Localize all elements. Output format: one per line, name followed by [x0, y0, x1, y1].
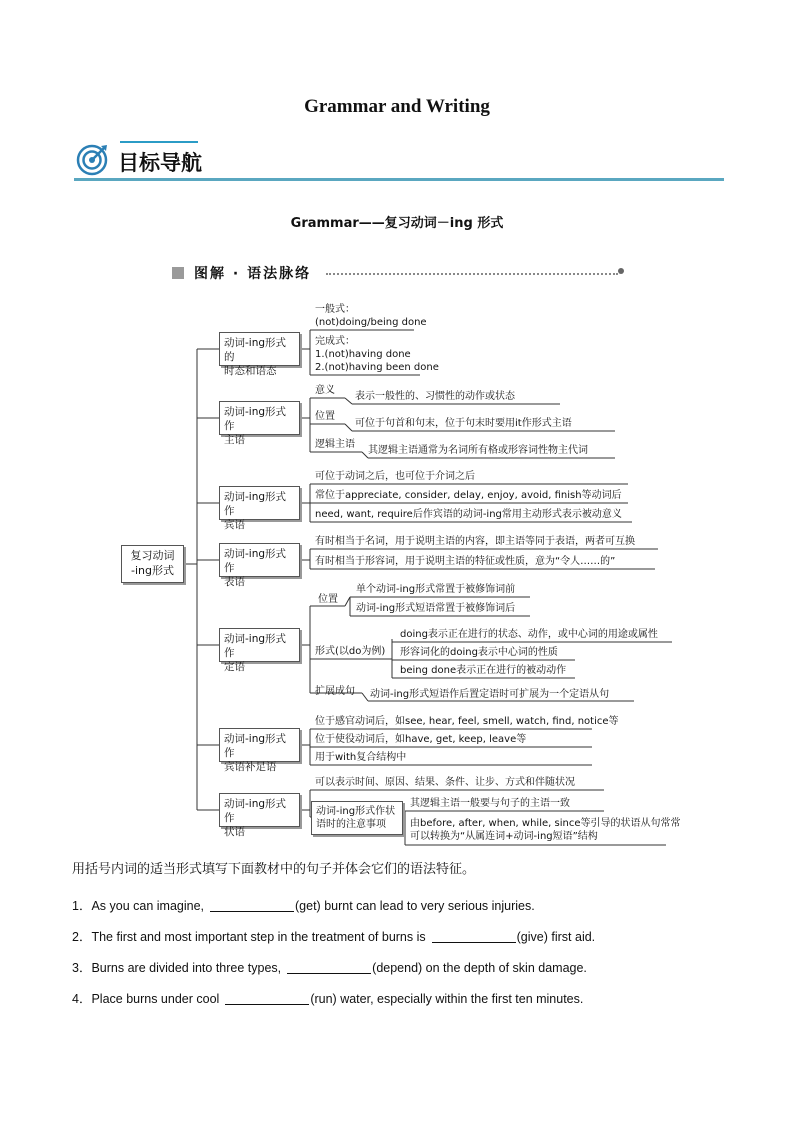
exercise-1: [72, 896, 535, 914]
branch-subject: 动词-ing形式作 主语: [219, 401, 300, 435]
subject-key-logical: 逻辑主语: [315, 439, 355, 450]
subject-logical-text: 其逻辑主语通常为名词所有格或形容词性物主代词: [368, 445, 588, 456]
complement-item-1: 位于感官动词后，如see, hear, feel, smell, watch, find, notice等: [315, 716, 619, 727]
exercise-number: 4．: [72, 992, 92, 1006]
object-item-3: need, want, require后作宾语的动词-ing常用主动形式表示被动意义: [315, 509, 622, 520]
branch-tense-voice: 动词-ing形式的 时态和语态: [219, 332, 300, 366]
answer-blank[interactable]: [225, 1004, 309, 1005]
adverbial-note-1: 其逻辑主语一般要与句子的主语一致: [410, 798, 570, 809]
complement-item-2: 位于使役动词后，如have, get, keep, leave等: [315, 734, 527, 745]
attributive-position-1: 单个动词-ing形式常置于被修饰词前: [356, 584, 516, 595]
exercise-hint: (run): [310, 992, 337, 1006]
exercise-hint: (give): [516, 930, 548, 944]
attributive-key-form: 形式(以do为例): [315, 646, 386, 657]
instruction: 用括号内词的适当形式填写下面教材中的句子并体会它们的语法特征。: [72, 862, 476, 877]
branch-object: 动词-ing形式作 宾语: [219, 486, 300, 520]
page-title: Grammar and Writing: [304, 96, 490, 117]
root-line-2: -ing形式: [131, 564, 174, 577]
attributive-position-2: 动词-ing形式短语常置于被修饰词后: [356, 603, 516, 614]
answer-blank[interactable]: [210, 911, 294, 912]
section-header: 目标导航: [118, 151, 202, 175]
tense-perfect-form-1: 1.(not)having done: [315, 349, 411, 360]
exercise-hint: (get): [295, 899, 321, 913]
adverbial-note-2b: 可以转换为“从属连词+动词-ing短语”结构: [410, 831, 598, 842]
adverbial-item-1: 可以表示时间、原因、结果、条件、让步、方式和伴随状况: [315, 777, 575, 788]
sub-heading-text: 图解 · 语法脉络: [194, 266, 312, 282]
attributive-form-1: doing表示正在进行的状态、动作，或中心词的用途或属性: [400, 629, 658, 640]
exercise-4: [72, 989, 583, 1007]
attributive-form-3: being done表示正在进行的被动动作: [400, 665, 567, 676]
branch-adverbial: 动词-ing形式作 状语: [219, 793, 300, 827]
branch-object-complement: 动词-ing形式作 宾语补足语: [219, 728, 300, 762]
object-item-1: 可位于动词之后，也可位于介词之后: [315, 471, 475, 482]
attributive-expand-text: 动词-ing形式短语作后置定语时可扩展为一个定语从句: [370, 689, 610, 700]
subject-key-position: 位置: [315, 411, 335, 422]
branch-attributive: 动词-ing形式作 定语: [219, 628, 300, 662]
exercise-text-before: As you can imagine,: [91, 899, 205, 913]
attributive-form-2: 形容词化的doing表示中心词的性质: [400, 647, 558, 658]
exercise-text-after: burnt can lead to very serious injuries.: [320, 899, 535, 913]
subject-position-text: 可位于句首和句末，位于句末时要用it作形式主语: [355, 418, 572, 429]
predicative-item-1: 有时相当于名词，用于说明主语的内容，即主语等同于表语，两者可互换: [315, 536, 635, 547]
exercise-text-after: first aid.: [547, 930, 596, 944]
exercise-text-before: Burns are divided into three types,: [91, 961, 282, 975]
adverbial-notes-box: 动词-ing形式作状 语时的注意事项: [311, 801, 403, 835]
tense-perfect-form-2: 2.(not)having been done: [315, 362, 439, 373]
exercise-number: 3．: [72, 961, 92, 975]
predicative-item-2: 有时相当于形容词，用于说明主语的特征或性质，意为“令人……的”: [315, 556, 616, 567]
exercise-text-after: water, especially within the first ten minutes.: [336, 992, 584, 1006]
exercise-number: 1．: [72, 899, 92, 913]
complement-item-3: 用于with复合结构中: [315, 752, 407, 763]
attributive-key-expand: 扩展成句: [315, 686, 355, 697]
attributive-key-position: 位置: [318, 594, 338, 605]
answer-blank[interactable]: [287, 973, 371, 974]
object-item-2: 常位于appreciate, consider, delay, enjoy, avoid, finish等动词后: [315, 490, 622, 501]
exercise-number: 2．: [72, 930, 92, 944]
root-line-1: 复习动词: [130, 549, 175, 562]
exercise-text-after: on the depth of skin damage.: [422, 961, 587, 975]
adverbial-note-2a: 由before, after, when, while, since等引导的状语从句常常: [410, 818, 681, 829]
answer-blank[interactable]: [432, 942, 516, 943]
exercise-2: [72, 927, 595, 945]
exercise-hint: (depend): [372, 961, 423, 975]
exercise-text-before: Place burns under cool: [91, 992, 220, 1006]
tense-general-form: (not)doing/being done: [315, 317, 427, 328]
exercise-text-before: The first and most important step in the treatment of burns is: [91, 930, 426, 944]
subtitle: Grammar——复习动词－ing 形式: [290, 216, 504, 231]
tense-general-label: 一般式：: [315, 304, 355, 315]
subject-key-meaning: 意义: [315, 385, 335, 396]
mindmap-root: [121, 545, 184, 583]
branch-predicative: 动词-ing形式作 表语: [219, 543, 300, 577]
exercise-3: [72, 958, 587, 976]
subject-meaning-text: 表示一般性的、习惯性的动作或状态: [355, 391, 515, 402]
tense-perfect-label: 完成式：: [315, 336, 355, 347]
